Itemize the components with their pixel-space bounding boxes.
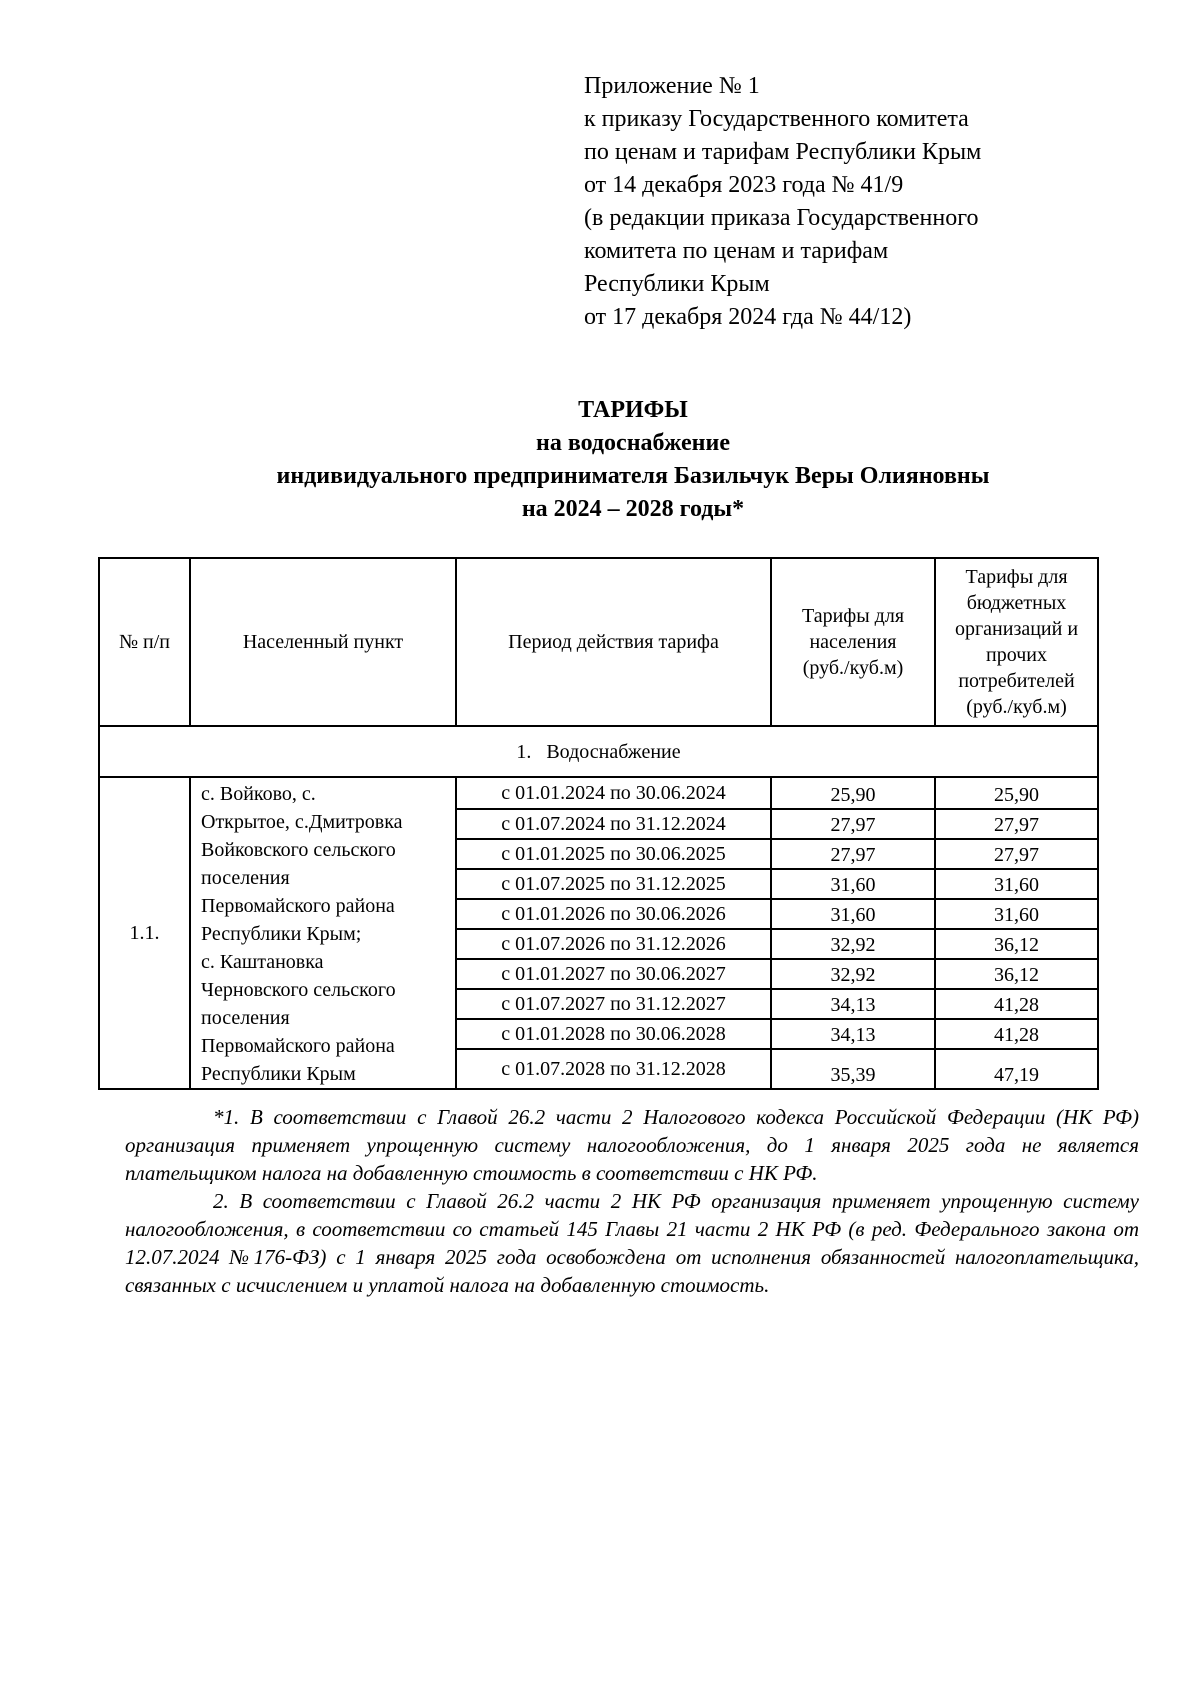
- budget-tariff-cell: 31,60: [935, 869, 1098, 899]
- title-line: индивидуального предпринимателя Базильчук Веры Олияновны: [276, 463, 990, 489]
- population-tariff-cell: 32,92: [771, 929, 935, 959]
- settlement-line: Первомайского района: [201, 895, 395, 917]
- section-title: 1. Водоснабжение: [99, 726, 1098, 777]
- settlement-line: с. Каштановка: [201, 951, 324, 973]
- appendix-line: (в редакции приказа Государственного: [584, 205, 979, 231]
- population-tariff-cell: 31,60: [771, 899, 935, 929]
- population-tariff-cell: 31,60: [771, 869, 935, 899]
- budget-tariff-cell: 41,28: [935, 1019, 1098, 1049]
- budget-tariff-cell: 41,28: [935, 989, 1098, 1019]
- title-line: на водоснабжение: [535, 430, 730, 456]
- row-number: 1.1.: [99, 777, 190, 1089]
- header-population-tariff: Тарифы для населения (руб./куб.м): [771, 558, 935, 726]
- population-tariff-cell: 34,13: [771, 1019, 935, 1049]
- section-row: [99, 726, 1098, 777]
- period-cell: с 01.01.2024 по 30.06.2024: [456, 777, 771, 809]
- table-header-row: [99, 558, 1098, 726]
- settlement-line: Республики Крым;: [201, 923, 362, 945]
- period-cell: с 01.07.2027 по 31.12.2027: [456, 989, 771, 1019]
- population-tariff-cell: 27,97: [771, 809, 935, 839]
- appendix-line: по ценам и тарифам Республики Крым: [584, 139, 982, 165]
- settlement-line: с. Войково, с.: [201, 783, 316, 805]
- settlement-line: Открытое, с.Дмитровка: [201, 811, 403, 833]
- budget-tariff-cell: 25,90: [935, 777, 1098, 809]
- period-cell: с 01.01.2026 по 30.06.2026: [456, 899, 771, 929]
- period-cell: с 01.07.2024 по 31.12.2024: [456, 809, 771, 839]
- population-tariff-cell: 35,39: [771, 1049, 935, 1089]
- settlement-line: Черновского сельского: [201, 979, 396, 1001]
- footnote-1: *1. В соответствии с Главой 26.2 части 2 Налогового кодекса Российской Федерации (НК РФ) организация применяет упрощенную систему налогообложения, до 1 января 2025 года не является плательщиком налога на добавленную стоимость в соответствии с НК РФ.: [125, 1105, 1139, 1185]
- appendix-header: [584, 70, 981, 334]
- title-line: на 2024 – 2028 годы*: [521, 496, 745, 522]
- population-tariff-cell: 25,90: [771, 777, 935, 809]
- budget-tariff-cell: 27,97: [935, 839, 1098, 869]
- settlement-line: поселения: [201, 867, 290, 889]
- period-cell: с 01.07.2028 по 31.12.2028: [456, 1049, 771, 1089]
- population-tariff-cell: 34,13: [771, 989, 935, 1019]
- document-title: [0, 394, 1200, 526]
- settlement-line: Республики Крым: [201, 1063, 356, 1085]
- header-num: № п/п: [99, 558, 190, 726]
- budget-tariff-cell: 27,97: [935, 809, 1098, 839]
- appendix-line: Республики Крым: [584, 271, 770, 297]
- budget-tariff-cell: 47,19: [935, 1049, 1098, 1089]
- population-tariff-cell: 27,97: [771, 839, 935, 869]
- period-cell: с 01.01.2028 по 30.06.2028: [456, 1019, 771, 1049]
- period-cell: с 01.07.2026 по 31.12.2026: [456, 929, 771, 959]
- settlement-line: Войковского сельского: [201, 839, 396, 861]
- settlement-cell: [190, 777, 456, 1089]
- appendix-line: к приказу Государственного комитета: [584, 106, 969, 132]
- header-place: Населенный пункт: [190, 558, 456, 726]
- budget-tariff-cell: 31,60: [935, 899, 1098, 929]
- tariff-table: [98, 557, 1099, 1090]
- footnote-2: 2. В соответствии с Главой 26.2 части 2 НК РФ организация применяет упрощенную систему налогообложения, в соответствии со статьей 145 Главы 21 части 2 НК РФ (в ред. Федерального закона от 12.07.2024 №176-ФЗ) с 1 января 2025 года освобождена от исполнения обязанностей налогоплательщика, связанных с исчислением и уплатой налога на добавленную стоимость.: [125, 1189, 1139, 1297]
- period-cell: с 01.07.2025 по 31.12.2025: [456, 869, 771, 899]
- budget-tariff-cell: 36,12: [935, 959, 1098, 989]
- header-period: Период действия тарифа: [456, 558, 771, 726]
- table-row: [99, 777, 1098, 809]
- appendix-line: Приложение № 1: [584, 73, 760, 99]
- footnotes: [125, 1103, 1139, 1299]
- period-cell: с 01.01.2025 по 30.06.2025: [456, 839, 771, 869]
- title-line: ТАРИФЫ: [578, 397, 688, 423]
- header-budget-tariff: Тарифы для бюджетных организаций и прочих потребителей (руб./куб.м): [935, 558, 1098, 726]
- appendix-line: комитета по ценам и тарифам: [584, 238, 889, 264]
- settlement-line: Первомайского района: [201, 1035, 395, 1057]
- appendix-line: от 17 декабря 2024 гда № 44/12): [584, 304, 912, 330]
- population-tariff-cell: 32,92: [771, 959, 935, 989]
- settlement-line: поселения: [201, 1007, 290, 1029]
- appendix-line: от 14 декабря 2023 года № 41/9: [584, 172, 904, 198]
- period-cell: с 01.01.2027 по 30.06.2027: [456, 959, 771, 989]
- budget-tariff-cell: 36,12: [935, 929, 1098, 959]
